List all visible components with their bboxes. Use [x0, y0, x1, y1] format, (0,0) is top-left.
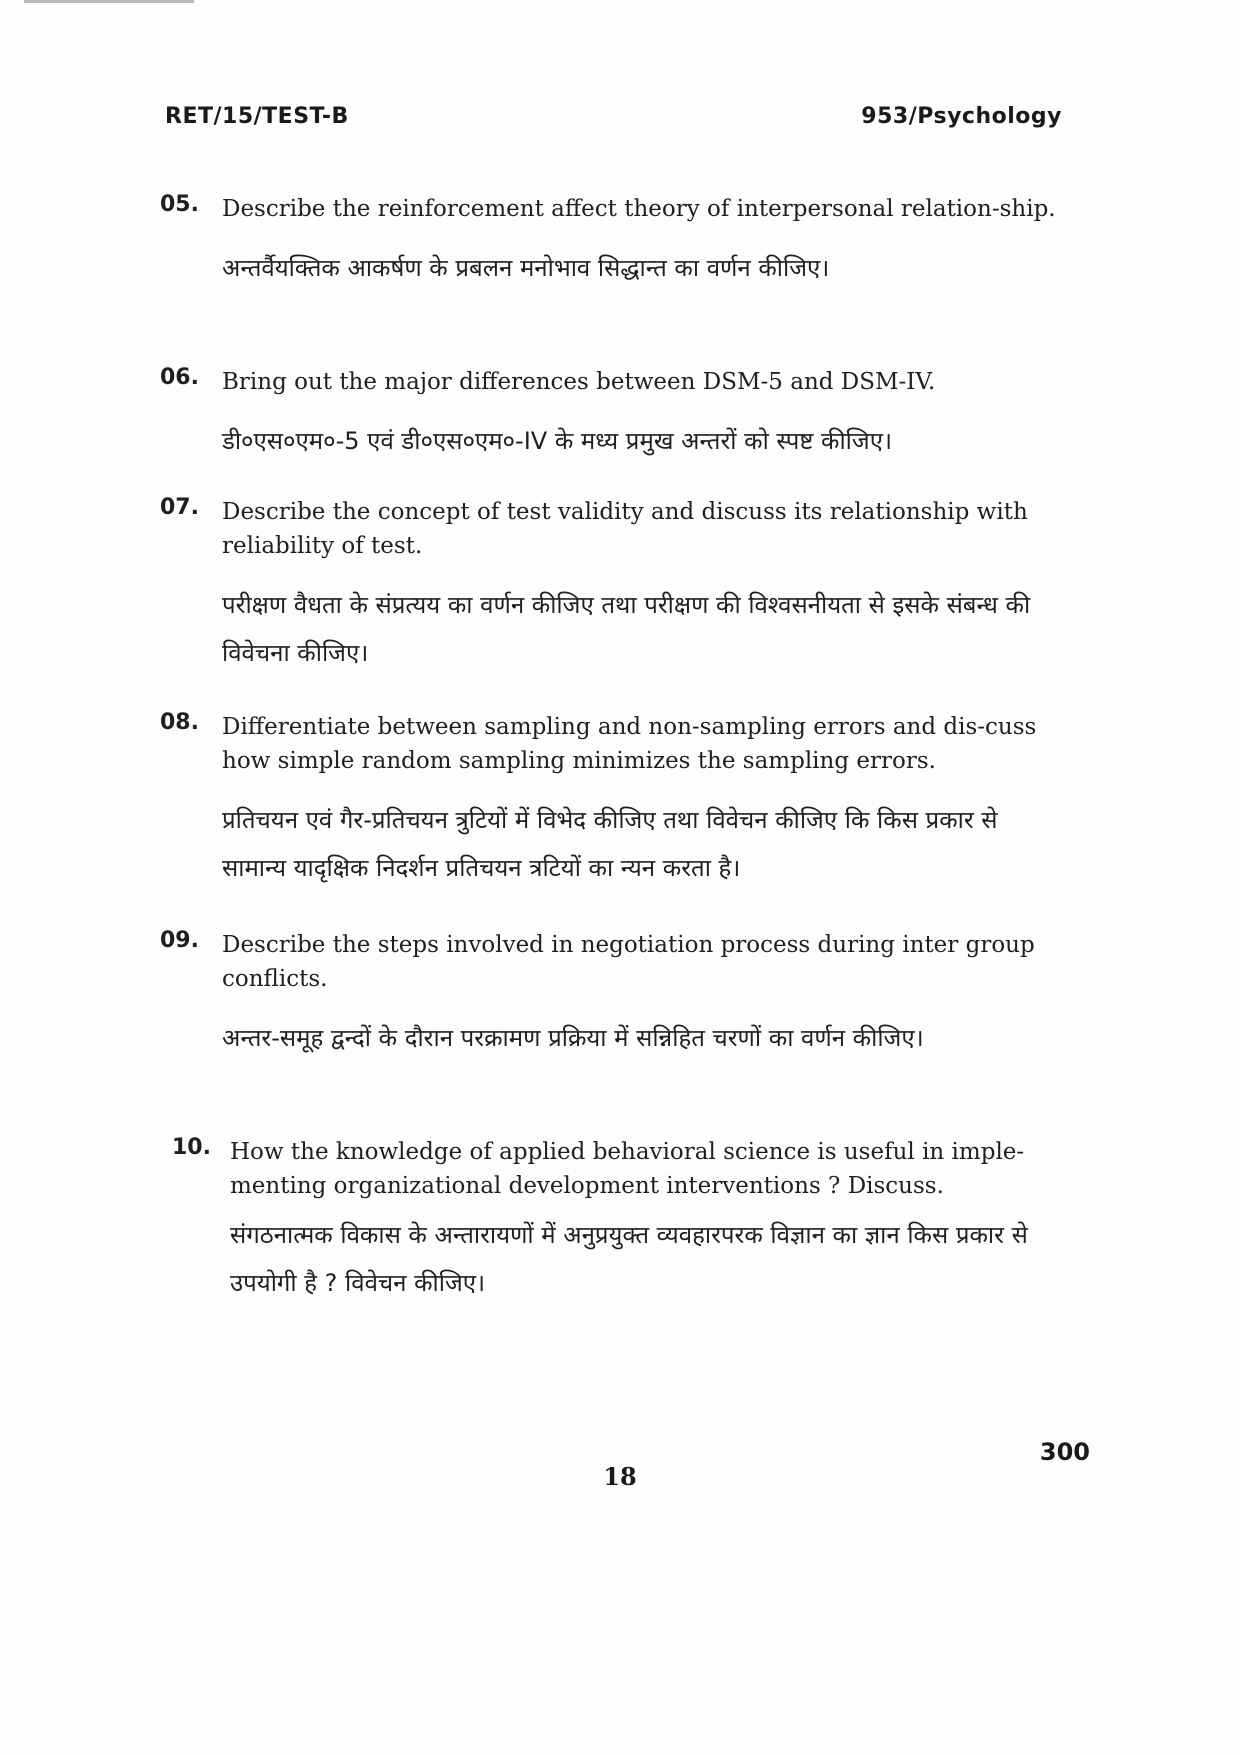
question-hindi: परीक्षण वैधता के संप्रत्यय का वर्णन कीजिए तथा परीक्षण की विश्वसनीयता से इसके संबन्ध की विवेचना कीजिए।: [222, 591, 1031, 667]
question-number: 09.: [160, 928, 199, 953]
question-english: Bring out the major differences between DSM-5 and DSM-IV.: [222, 369, 936, 395]
question-08: [160, 710, 1065, 892]
question-10: [172, 1135, 1077, 1307]
question-hindi: अन्तर्वैयक्तिक आकर्षण के प्रबलन मनोभाव सिद्धान्त का वर्णन कीजिए।: [222, 254, 830, 282]
subject-code: 953/Psychology: [861, 104, 1062, 129]
question-05: [160, 192, 1065, 292]
question-number: 08.: [160, 710, 199, 735]
marks-total: 300: [1039, 1438, 1090, 1466]
page-number: 18: [603, 1462, 637, 1491]
question-number: 06.: [160, 365, 199, 390]
question-06: [160, 365, 1065, 465]
question-number: 05.: [160, 192, 199, 217]
question-english: Describe the concept of test validity and discuss its relationship with reliability of test.: [222, 499, 1028, 559]
question-english: Differentiate between sampling and non-sampling errors and dis-cuss how simple random sampling minimizes the sampling errors.: [222, 714, 1037, 774]
question-english: Describe the reinforcement affect theory of interpersonal relation-ship.: [222, 196, 1056, 222]
question-hindi: प्रतिचयन एवं गैर-प्रतिचयन त्रुटियों में विभेद कीजिए तथा विवेचन कीजिए कि किस प्रकार से सामान्य यादृक्षिक निदर्शन प्रतिचयन त्रटियों का न्यन करता है।: [222, 806, 998, 882]
question-hindi: अन्तर-समूह द्वन्दों के दौरान परक्रामण प्रक्रिया में सन्निहित चरणों का वर्णन कीजिए।: [222, 1024, 924, 1052]
question-07: [160, 495, 1065, 677]
paper-code: RET/15/TEST-B: [165, 104, 349, 129]
question-09: [160, 928, 1065, 1062]
question-hindi: डी०एस०एम०-5 एवं डी०एस०एम०-IV के मध्य प्रमुख अन्तरों को स्पष्ट कीजिए।: [222, 427, 893, 455]
question-english: How the knowledge of applied behavioral science is useful in imple-menting organizational development interventions ? Discuss.: [230, 1139, 1025, 1199]
scan-artifact: [24, 0, 194, 3]
question-hindi: संगठनात्मक विकास के अन्तारायणों में अनुप्रयुक्त व्यवहारपरक विज्ञान का ज्ञान किस प्रकार से उपयोगी है ? विवेचन कीजिए।: [230, 1221, 1028, 1297]
question-number: 10.: [172, 1135, 211, 1160]
question-english: Describe the steps involved in negotiation process during inter group conflicts.: [222, 932, 1035, 992]
question-number: 07.: [160, 495, 199, 520]
